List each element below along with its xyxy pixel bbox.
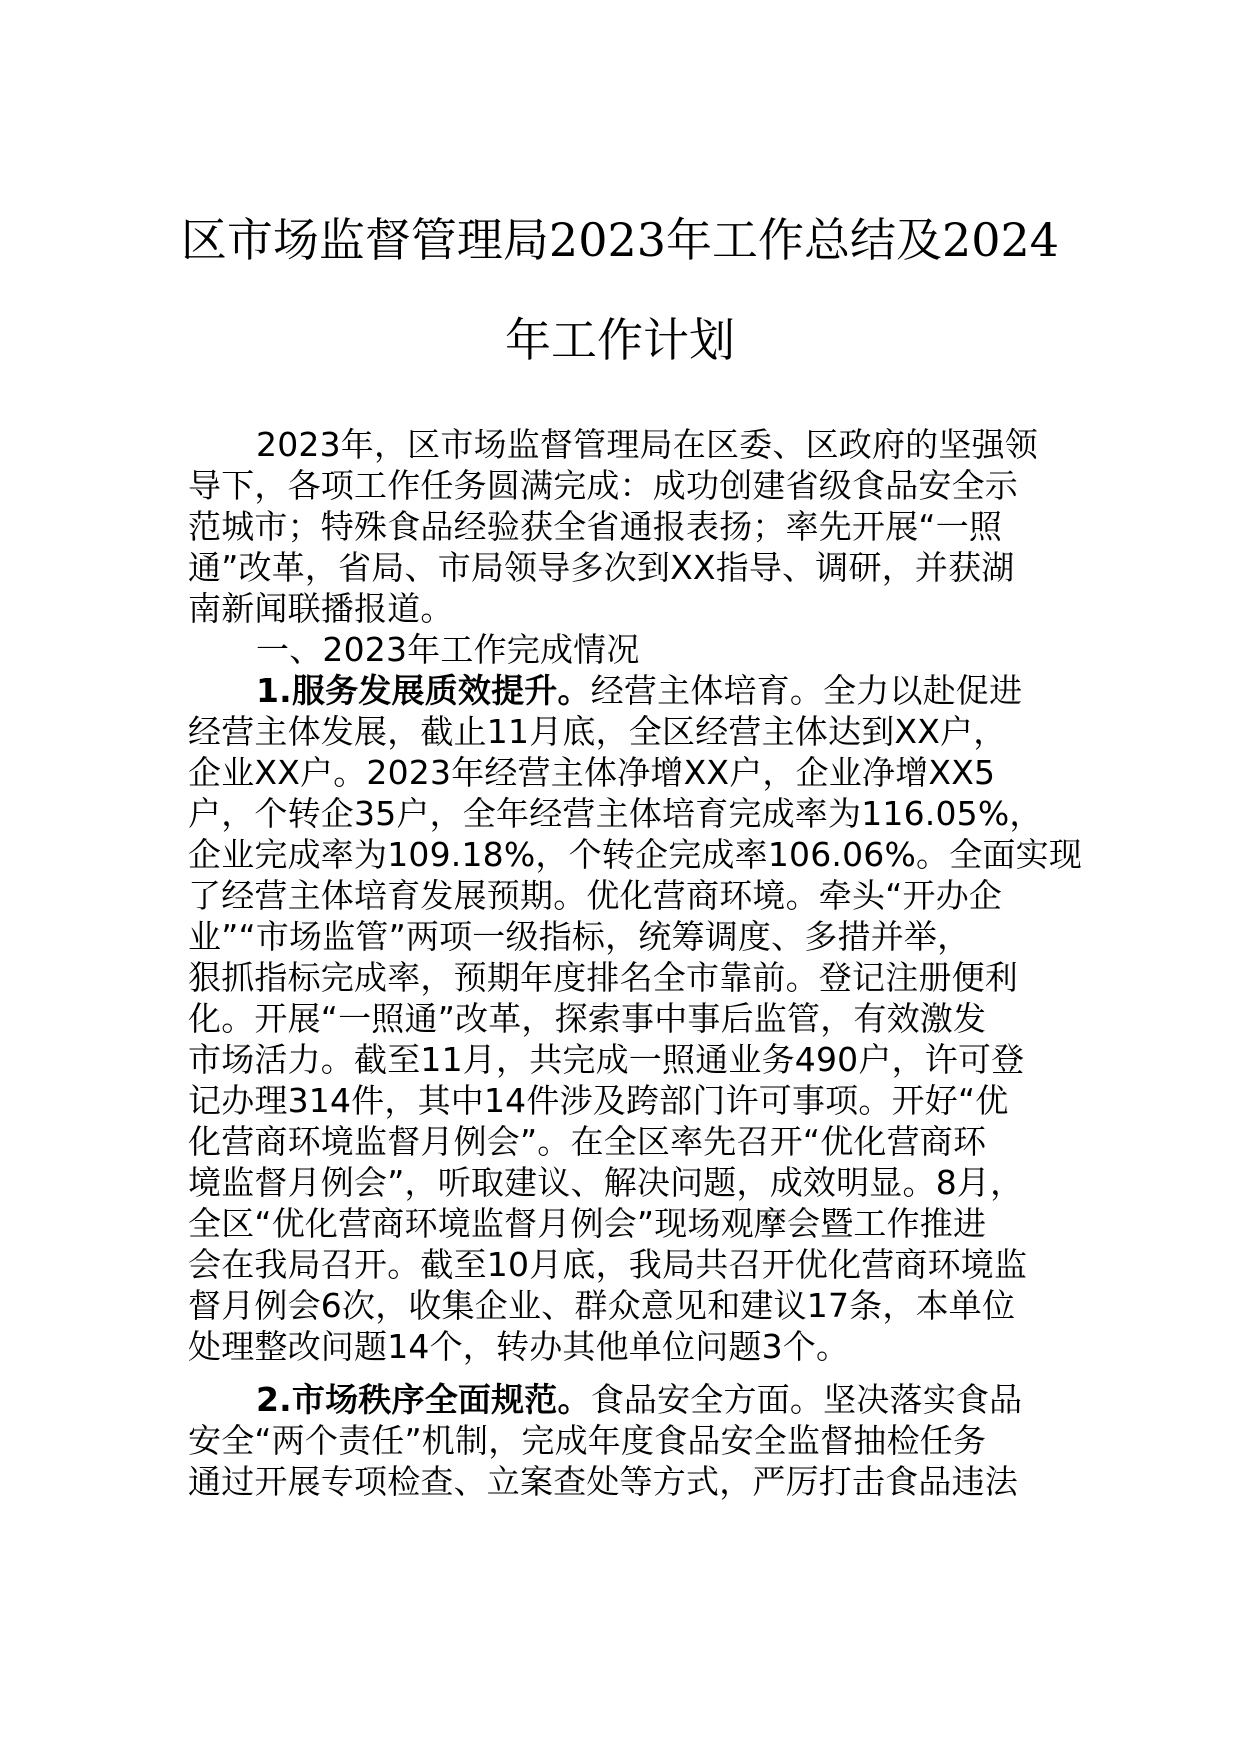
- paragraph-line: 通过开展专项检查、立案查处等方式，严厉打击食品违法: [188, 1462, 1018, 1501]
- paragraph-line: 企业完成率为109.18%，个转企完成率106.06%。全面实现: [188, 835, 1083, 874]
- section-heading: 一、2023年工作完成情况: [256, 630, 640, 669]
- paragraph-line: 了经营主体培育发展预期。优化营商环境。牵头“开办企: [188, 876, 1003, 915]
- document-body: [188, 424, 1083, 1502]
- paragraph-line: 化。开展“一照通”改革，探索事中事后监管，有效激发: [188, 999, 987, 1038]
- paragraph-line: 督月例会6次，收集企业、群众意见和建议17条，本单位: [188, 1286, 1016, 1325]
- paragraph-line: 企业XX户。2023年经营主体净增XX户，企业净增XX5: [188, 753, 996, 792]
- paragraph-line: 户，个转企35户，全年经营主体培育完成率为116.05%，: [188, 794, 1043, 833]
- intro-line: 通”改革，省局、市局领导多次到XX指导、调研，并获湖: [188, 548, 1015, 587]
- title-line-1: 区市场监督管理局2023年工作总结及2024: [180, 213, 1060, 267]
- paragraph-line: 狠抓指标完成率，预期年度排名全市靠前。登记注册便利: [188, 958, 1018, 997]
- title-line-2: 年工作计划: [505, 313, 735, 367]
- paragraph-line: 会在我局召开。截至10月底，我局共召开优化营商环境监: [188, 1245, 1028, 1284]
- intro-line: 范城市；特殊食品经验获全省通报表扬；率先开展“一照: [188, 507, 1003, 546]
- paragraph-line: 经营主体发展，截止11月底，全区经营主体达到XX户，: [188, 712, 1007, 751]
- paragraph-line: 化营商环境监督月例会”。在全区率先召开“优化营商环: [188, 1122, 987, 1161]
- item-1-heading: 1.服务发展质效提升。: [256, 671, 591, 710]
- paragraph-line: 处理整改问题14个，转办其他单位问题3个。: [188, 1327, 850, 1366]
- paragraph-spacer: [188, 1367, 1054, 1379]
- paragraph-line: 全区“优化营商环境监督月例会”现场观摩会暨工作推进: [188, 1204, 987, 1243]
- paragraph-line: 安全“两个责任”机制，完成年度食品安全监督抽检任务: [188, 1421, 987, 1460]
- intro-line: 南新闻联播报道。: [188, 589, 454, 628]
- item-2-heading: 2.市场秩序全面规范。: [256, 1380, 591, 1419]
- document-title: [150, 190, 1090, 390]
- item-1-first-line: [188, 670, 1054, 711]
- item-2-paragraph: [188, 1379, 1054, 1502]
- item-2-first-line-text: 食品安全方面。坚决落实食品: [590, 1380, 1023, 1419]
- item-2-first-line: [188, 1379, 1054, 1420]
- paragraph-line: 境监督月例会”，听取建议、解决问题，成效明显。8月，: [188, 1163, 1024, 1202]
- item-1-first-line-text: 经营主体培育。全力以赴促进: [590, 671, 1023, 710]
- intro-paragraph: [188, 424, 1054, 629]
- paragraph-line: 市场活力。截至11月，共完成一照通业务490户，许可登: [188, 1040, 1025, 1079]
- intro-line: 导下，各项工作任务圆满完成：成功创建省级食品安全示: [188, 466, 1018, 505]
- paragraph-line: 业”“市场监管”两项一级指标，统筹调度、多措并举，: [188, 917, 971, 956]
- intro-line: 2023年，区市场监督管理局在区委、区政府的坚强领: [256, 425, 1038, 464]
- item-1-paragraph: [188, 670, 1083, 1367]
- paragraph-line: 记办理314件，其中14件涉及跨部门许可事项。开好“优: [188, 1081, 1009, 1120]
